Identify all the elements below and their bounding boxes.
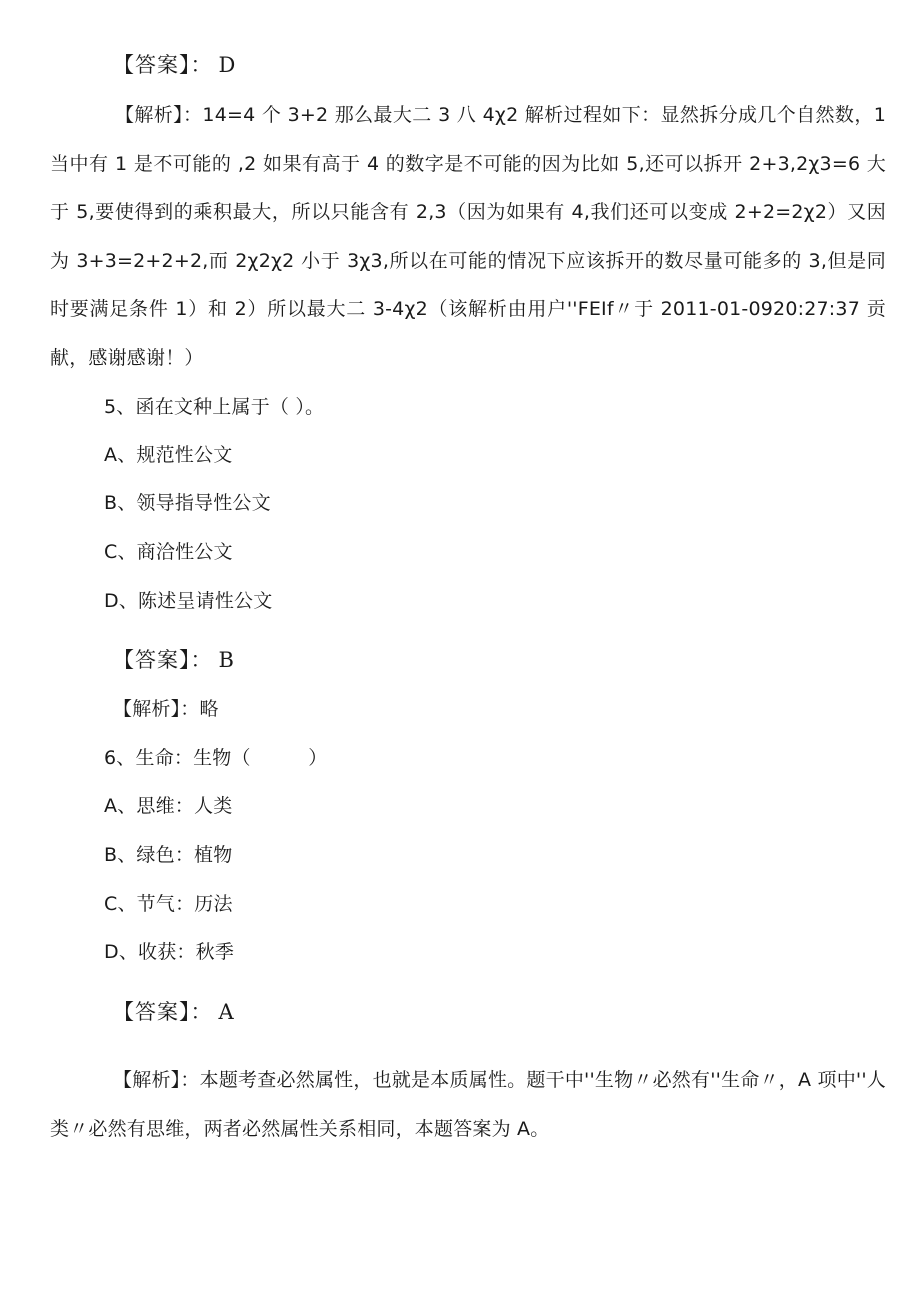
q4-answer-label: 【答案】：	[113, 53, 213, 77]
q4-answer-value: D	[218, 53, 236, 77]
q5-option-d: D、陈述呈请性公文	[104, 590, 273, 612]
q6-option-d: D、收获：秋季	[104, 941, 235, 963]
q6-option-a: A、思维：人类	[104, 795, 233, 817]
q5-answer	[113, 646, 234, 674]
q5-option-c: C、商洽性公文	[104, 541, 233, 563]
q6-option-b: B、绿色：植物	[104, 844, 233, 866]
q5-answer-value: B	[218, 648, 234, 672]
q5-analysis: 【解析】：略	[113, 698, 219, 720]
q5-answer-label: 【答案】：	[113, 648, 213, 672]
q6-question: 6、生命：生物（ ）	[104, 747, 328, 769]
q4-analysis: 【解析】：14=4 个 3+2 那么最大二 3 八 4χ2 解析过程如下：显然拆分成几个自然数，1 当中有 1 是不可能的 ,2 如果有高于 4 的数字是不可能的因为比如 5,还可以拆开 2+3,2χ3=6 大于 5,要使得到的乘积最大，所以只能含有 2,3（因为如果有 4,我们还可以变成 2+2=2χ2）又因为 3+3=2+2+2,而 2χ2χ2 小于 3χ3,所以在可能的情况下应该拆开的数尽量可能多的 3,但是同时要满足条件 1）和 2）所以最大二 3-4χ2（该解析由用户''FEIf〃于 2011-01-0920:27:37 贡献，感谢感谢！）	[50, 104, 886, 369]
q5-option-a: A、规范性公文	[104, 444, 233, 466]
q6-answer-label: 【答案】：	[113, 1000, 213, 1024]
q4-answer	[113, 51, 235, 79]
q6-answer	[113, 998, 234, 1026]
q6-answer-value: A	[218, 1000, 234, 1024]
q6-option-c: C、节气：历法	[104, 893, 233, 915]
q6-analysis: 【解析】：本题考查必然属性，也就是本质属性。题干中''生物〃必然有''生命〃，A 项中''人类〃必然有思维，两者必然属性关系相同，本题答案为 A。	[50, 1069, 886, 1140]
q5-option-b: B、领导指导性公文	[104, 492, 271, 514]
q5-question: 5、函在文种上属于（ ）。	[104, 396, 325, 418]
